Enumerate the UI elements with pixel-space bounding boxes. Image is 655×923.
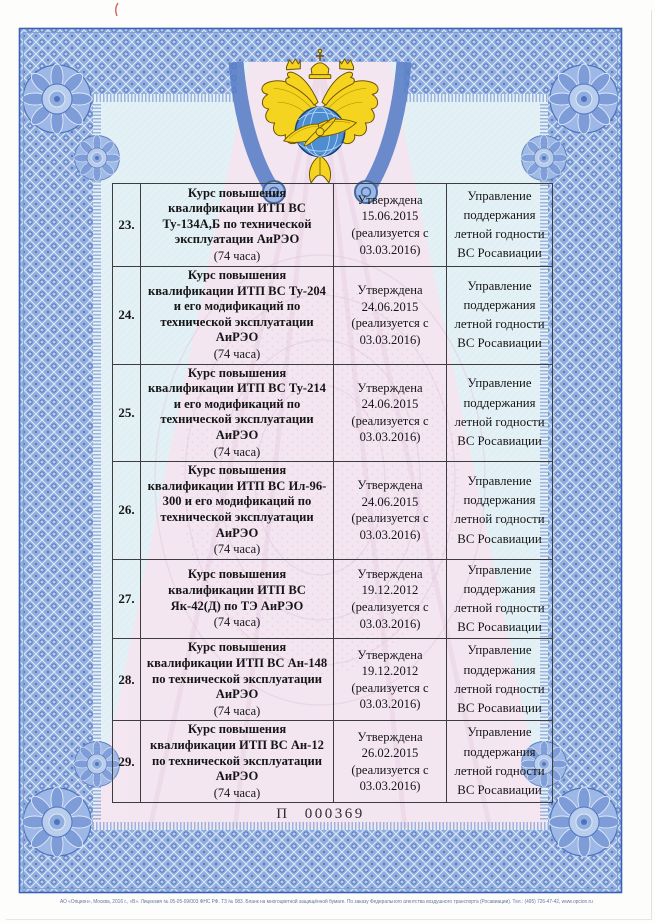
approval-cell: Утверждена 15.06.2015 (реализуется с 03.03.2016) — [334, 184, 447, 267]
course-duration: (74 часа) — [213, 444, 261, 459]
course-title: Курс повышения квалификации ИТП ВС Ту-204 и его модификаций по технической эксплуатации АиРЭО — [148, 268, 326, 345]
course-title: Курс повышения квалификации ИТП ВС Ту-214 и его модификаций по технической эксплуатации АиРЭО — [148, 365, 326, 442]
approval-cell: Утверждена 24.06.2015 (реализуется с 03.03.2016) — [334, 267, 447, 365]
scan-page-edge — [6, 919, 652, 920]
form-serial-number: П 000369 — [276, 806, 365, 822]
department-cell: Управление поддержания летной годности ВС Росавиации — [447, 639, 553, 721]
course-duration: (74 часа) — [213, 785, 261, 800]
course-cell — [141, 364, 334, 462]
department-cell: Управление поддержания летной годности ВС Росавиации — [447, 184, 553, 267]
table-row — [113, 364, 553, 462]
printer-imprint: АО «Опцион», Москва, 2016 г., «В». Лицензия № 05-05-09/003 ФНС РФ. ТЗ № 083. Бланк на многоцветной защищённой бумаге. По заказу Федерального агентства воздушного транспорта (Росавиации). Тел.: (495) 726-47-42, www.opcion.ru — [60, 899, 593, 905]
row-number-cell: 25. — [113, 364, 141, 462]
table-row — [113, 267, 553, 365]
course-cell — [141, 462, 334, 560]
course-title: Курс повышения квалификации ИТП ВС Ил-96-300 и его модификаций по технической эксплуатации АиРЭО — [147, 463, 327, 540]
course-duration: (74 часа) — [213, 703, 261, 718]
course-cell — [141, 639, 334, 721]
approval-cell: Утверждена 19.12.2012 (реализуется с 03.03.2016) — [334, 639, 447, 721]
approval-cell: Утверждена 19.12.2012 (реализуется с 03.03.2016) — [334, 559, 447, 639]
scan-page-edge — [651, 10, 652, 919]
courses-table — [112, 183, 553, 803]
course-duration: (74 часа) — [213, 347, 261, 362]
course-cell — [141, 559, 334, 639]
department-cell: Управление поддержания летной годности ВС Росавиации — [447, 462, 553, 560]
row-number-cell: 26. — [113, 462, 141, 560]
approval-cell: Утверждена 24.06.2015 (реализуется с 03.03.2016) — [334, 364, 447, 462]
row-number-cell: 23. — [113, 184, 141, 267]
course-cell — [141, 721, 334, 803]
course-cell — [141, 184, 334, 267]
row-number-cell: 24. — [113, 267, 141, 365]
table-row — [113, 639, 553, 721]
row-number-cell: 29. — [113, 721, 141, 803]
department-cell: Управление поддержания летной годности ВС Росавиации — [447, 267, 553, 365]
table-row — [113, 184, 553, 267]
course-duration: (74 часа) — [213, 542, 261, 557]
row-number-cell: 27. — [113, 559, 141, 639]
rosaviatsiya-emblem — [256, 44, 384, 186]
table-row — [113, 721, 553, 803]
table-row — [113, 462, 553, 560]
approval-cell: Утверждена 24.06.2015 (реализуется с 03.03.2016) — [334, 462, 447, 560]
course-title: Курс повышения квалификации ИТП ВС Ан-148 по технической эксплуатации АиРЭО — [146, 640, 328, 702]
row-number-cell: 28. — [113, 639, 141, 721]
department-cell: Управление поддержания летной годности ВС Росавиации — [447, 559, 553, 639]
course-cell — [141, 267, 334, 365]
department-cell: Управление поддержания летной годности ВС Росавиации — [447, 364, 553, 462]
course-title: Курс повышения квалификации ИТП ВС Як-42(Д) по ТЭ АиРЭО — [168, 567, 306, 613]
approval-cell: Утверждена 26.02.2015 (реализуется с 03.03.2016) — [334, 721, 447, 803]
course-duration: (74 часа) — [213, 615, 261, 630]
course-duration: (74 часа) — [213, 248, 261, 263]
table-row — [113, 559, 553, 639]
pen-mark — [116, 3, 118, 16]
department-cell: Управление поддержания летной годности ВС Росавиации — [447, 721, 553, 803]
course-title: Курс повышения квалификации ИТП ВС Ан-12 по технической эксплуатации АиРЭО — [150, 722, 324, 784]
course-title: Курс повышения квалификации ИТП ВС Ту-134А,Б по технической эксплуатации АиРЭО — [162, 185, 312, 247]
